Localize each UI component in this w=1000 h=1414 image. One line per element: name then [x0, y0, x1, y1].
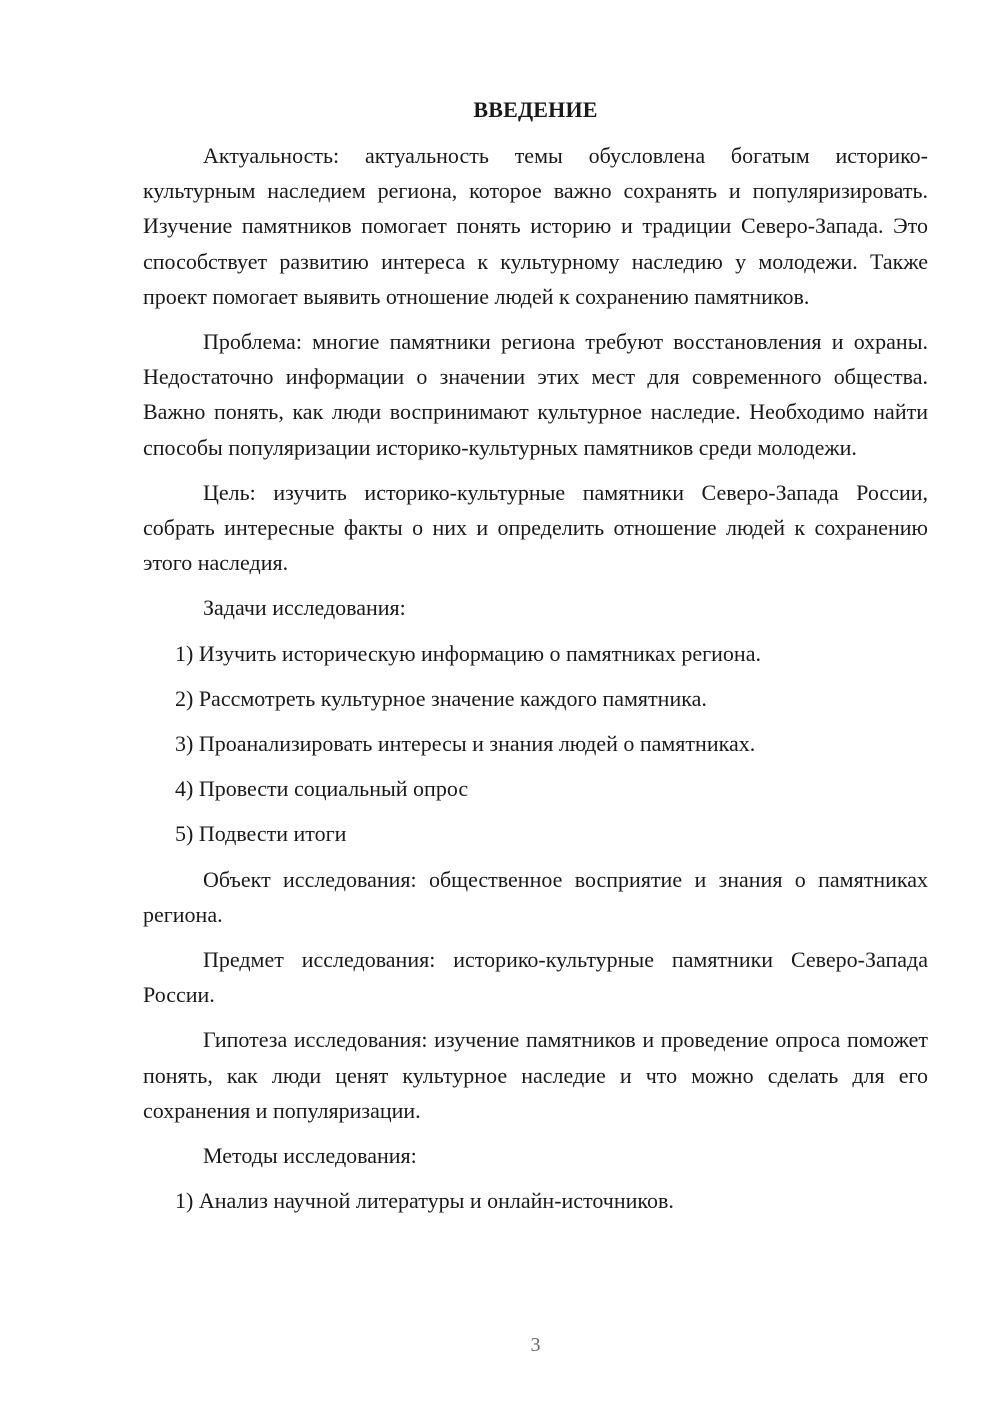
- list-item: 1) Анализ научной литературы и онлайн-источников.: [175, 1188, 674, 1214]
- methods-heading: Методы исследования:: [203, 1143, 417, 1169]
- problem-paragraph: Проблема: многие памятники региона требуют восстановления и охраны. Недостаточно информации о значении этих мест для современного общества. Важно понять, как люди воспринимают культурное наследие. Необходимо найти способы популяризации историко-культурных памятников среди молодежи.: [143, 329, 928, 460]
- tasks-list: [143, 636, 928, 852]
- methods-list: [143, 1183, 928, 1218]
- page-number: 3: [530, 1334, 541, 1356]
- list-item: 3) Проанализировать интересы и знания людей о памятниках.: [175, 731, 756, 757]
- section-title: ВВЕДЕНИЕ: [473, 97, 598, 122]
- tasks-heading: Задачи исследования:: [203, 595, 406, 621]
- goal-paragraph: Цель: изучить историко-культурные памятники Северо-Запада России, собрать интересные факты о них и определить отношение людей к сохранению этого наследия.: [143, 479, 928, 576]
- list-item: 4) Провести социальный опрос: [175, 776, 469, 802]
- list-item: 2) Рассмотреть культурное значение каждого памятника.: [175, 685, 707, 711]
- list-item: 1) Изучить историческую информацию о памятниках региона.: [175, 640, 761, 666]
- relevance-paragraph: Актуальность: актуальность темы обусловлена богатым историко-культурным наследием региона, которое важно сохранять и популяризировать. Изучение памятников помогает понять историю и традиции Северо-Запада. Это способствует развитию интереса к культурному наследию у молодежи. Также проект помогает выявить отношение людей к сохранению памятников.: [143, 143, 928, 309]
- hypothesis-paragraph: Гипотеза исследования: изучение памятников и проведение опроса поможет понять, как люди ценят культурное наследие и что можно сделать для его сохранения и популяризации.: [143, 1027, 928, 1123]
- document-page: [143, 92, 928, 1228]
- subject-paragraph: Предмет исследования: историко-культурные памятники Северо-Запада России.: [143, 947, 928, 1008]
- object-paragraph: Объект исследования: общественное восприятие и знания о памятниках региона.: [143, 866, 928, 927]
- list-item: 5) Подвести итоги: [175, 821, 347, 847]
